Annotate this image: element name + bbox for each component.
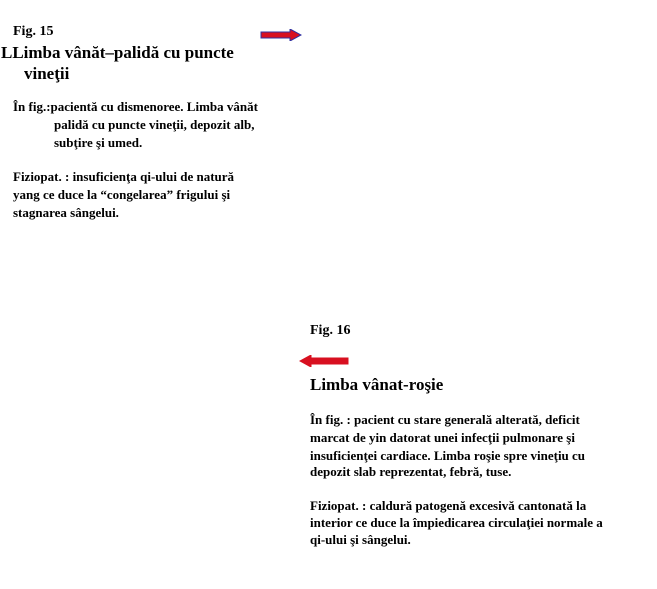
fig15-desc-line1: În fig.:pacientă cu dismenoree. Limba vânăt <box>13 99 258 114</box>
fig16-phys-line1: Fiziopat. : caldură patogenă excesivă cantonată la <box>310 498 587 513</box>
fig16-phys-line3: qi-ului şi sângelui. <box>310 532 411 547</box>
fig16-desc-line2: marcat de yin datorat unei infecţii pulmonare şi <box>310 430 575 445</box>
fig15-phys-line2: yang ce duce la “congelarea” frigului şi <box>13 187 231 202</box>
fig15-phys-line3: stagnarea sângelui. <box>13 205 119 220</box>
fig15-desc-line3: subţire şi umed. <box>54 135 143 150</box>
fig15-title-line2: vineţii <box>24 64 70 83</box>
fig16-desc-line1: În fig. : pacient cu stare generală alterată, deficit <box>310 412 580 427</box>
fig15-label: Fig. 15 <box>13 24 54 39</box>
fig15-phys-line1: Fiziopat. : insuficienţa qi-ului de natură <box>13 169 235 184</box>
fig15-title-line1: LLimba vânăt–palidă cu puncte <box>1 43 234 62</box>
arrow-left-icon <box>299 355 349 367</box>
fig15-desc-line2: palidă cu puncte vineţii, depozit alb, <box>54 117 255 132</box>
fig16-phys-line2: interior ce duce la împiedicarea circulaţiei normale a <box>310 515 603 530</box>
fig16-desc-line3: insuficienţei cardiace. Limba roşie spre vineţiu cu <box>310 448 586 463</box>
fig16-label: Fig. 16 <box>310 323 351 338</box>
arrow-right-icon <box>260 29 302 41</box>
fig16-title: Limba vânat-roşie <box>310 375 444 394</box>
fig16-desc-line4: depozit slab reprezentat, febră, tuse. <box>310 464 512 479</box>
